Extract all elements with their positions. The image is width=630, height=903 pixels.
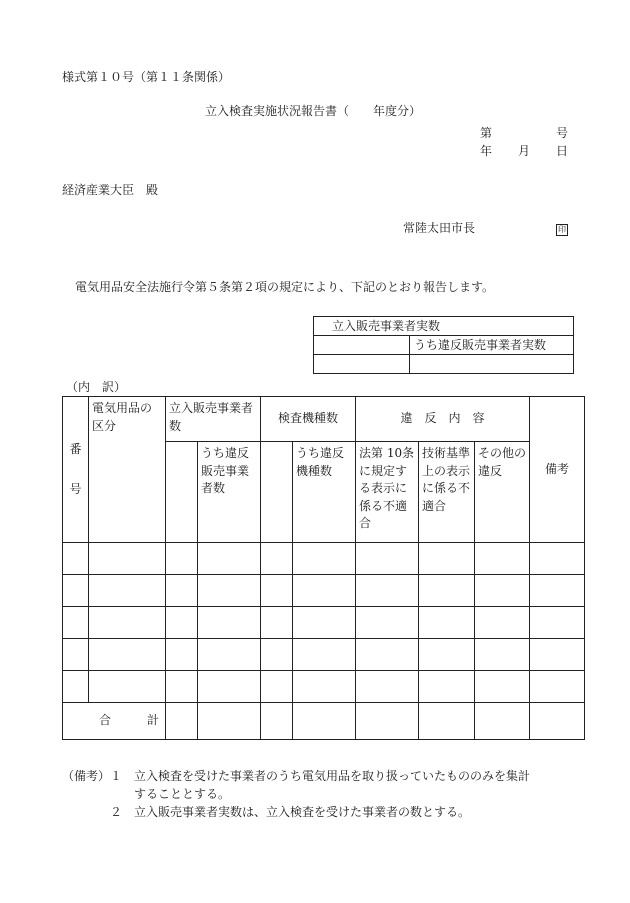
header-technical: 技術基準上の表示に係る不適合 — [419, 442, 475, 543]
breakdown-table — [62, 396, 585, 740]
table-row — [63, 607, 585, 639]
header-vendors: 立入販売事業者数 — [166, 397, 261, 442]
header-number-bottom: 号 — [69, 482, 82, 496]
sender: 常陸太田市長 — [403, 221, 476, 235]
header-violating-vendors: うち違反販売事業者数 — [198, 442, 261, 543]
header-violation-content: 違 反 内 容 — [356, 397, 530, 442]
notes-label: （備考） — [62, 769, 111, 783]
table-row — [63, 575, 585, 607]
header-violating-types: うち違反機種数 — [293, 442, 356, 543]
document-title: 立入検査実施状況報告書（ 年度分） — [205, 104, 422, 118]
form-number: 様式第１０号（第１１条関係） — [62, 70, 231, 84]
body-text: 電気用品安全法施行令第５条第２項の規定により、下記のとおり報告します。 — [75, 280, 495, 294]
seal-icon: 印 — [558, 225, 566, 234]
seal-mark — [556, 221, 568, 236]
table-row — [63, 543, 585, 575]
summary-vendors-label: 立入販売事業者実数 — [314, 317, 574, 336]
summary-vendors-value — [314, 336, 410, 355]
breakdown-label: （内 訳） — [66, 380, 127, 394]
summary-table — [313, 316, 574, 374]
total-row — [63, 703, 585, 740]
header-article10: 法第 10条に規定する表示に係る不適合 — [356, 442, 419, 543]
summary-empty-cell — [314, 355, 410, 374]
date-month: 月 — [518, 144, 531, 158]
header-inspected-types: 検査機種数 — [261, 397, 356, 442]
types-subcol-spacer — [261, 442, 293, 543]
header-other: その他の違反 — [475, 442, 530, 543]
table-row — [63, 639, 585, 671]
note-text: 立入検査を受けた事業者のうち電気用品を取り扱っていたもののみを集計することとする。 — [134, 769, 531, 801]
header-category: 電気用品の区分 — [89, 397, 166, 543]
notes-section — [62, 767, 534, 821]
date-year: 年 — [480, 144, 493, 158]
vendors-subcol-spacer — [166, 442, 198, 543]
header-number — [63, 397, 89, 543]
addressee: 経済産業大臣 殿 — [62, 183, 159, 197]
note-text: 立入販売事業者実数は、立入検査を受けた事業者の数とする。 — [134, 805, 471, 819]
header-number-top: 番 — [69, 441, 82, 456]
date-day: 日 — [556, 144, 569, 158]
note-number: ２ — [110, 805, 123, 819]
note-number: １ — [110, 769, 123, 783]
header-remarks: 備考 — [530, 397, 585, 543]
doc-number-prefix: 第 — [480, 126, 493, 140]
summary-violating-value — [410, 355, 574, 374]
table-row — [63, 671, 585, 703]
summary-violating-label: うち違反販売事業者実数 — [410, 336, 574, 355]
total-label: 合 計 — [63, 703, 166, 740]
doc-number-suffix: 号 — [556, 126, 569, 140]
